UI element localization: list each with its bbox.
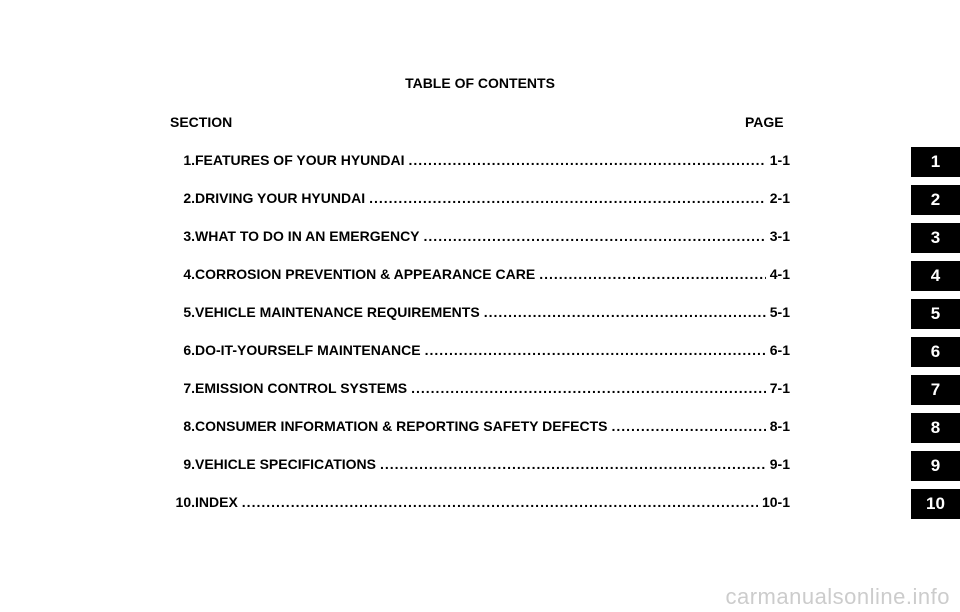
toc-entry-label: CONSUMER INFORMATION & REPORTING SAFETY DEFECTS	[195, 418, 608, 434]
toc-entry-label: FEATURES OF YOUR HYUNDAI	[195, 152, 405, 168]
toc-entry-number: 3.	[183, 228, 195, 244]
toc-entry-label: DRIVING YOUR HYUNDAI	[195, 190, 366, 206]
toc-entry-number: 10.	[175, 494, 195, 510]
dot-leader	[612, 418, 766, 434]
toc-entry-page: 6-1	[769, 342, 790, 358]
section-tab-10[interactable]: 10	[911, 489, 960, 519]
toc-entry-page: 10-1	[761, 494, 790, 510]
toc-entry-7[interactable]	[165, 380, 790, 418]
toc-entry-number: 4.	[183, 266, 195, 282]
toc-entry-6[interactable]	[165, 342, 790, 380]
dot-leader	[369, 190, 766, 206]
toc-entry-5[interactable]	[165, 304, 790, 342]
toc-entry-9[interactable]	[165, 456, 790, 494]
toc-entry-number: 7.	[183, 380, 195, 396]
toc-entry-label: INDEX	[195, 494, 238, 510]
toc-entry-page: 2-1	[769, 190, 790, 206]
section-tab-5[interactable]: 5	[911, 299, 960, 329]
toc-entry-label: CORROSION PREVENTION & APPEARANCE CARE	[195, 266, 536, 282]
toc-entry-page: 7-1	[769, 380, 790, 396]
section-tabs	[911, 147, 960, 527]
toc-entry-2[interactable]	[165, 190, 790, 228]
toc-entry-page: 8-1	[769, 418, 790, 434]
section-tab-8[interactable]: 8	[911, 413, 960, 443]
page-title: TABLE OF CONTENTS	[405, 75, 555, 91]
toc-entry-page: 5-1	[769, 304, 790, 320]
toc-entry-label: WHAT TO DO IN AN EMERGENCY	[195, 228, 420, 244]
toc-entry-number: 8.	[183, 418, 195, 434]
toc-entry-number: 6.	[183, 342, 195, 358]
toc-entry-number: 1.	[183, 152, 195, 168]
dot-leader	[425, 342, 766, 358]
dot-leader	[242, 494, 758, 510]
table-of-contents	[165, 152, 790, 532]
toc-entry-label: DO-IT-YOURSELF MAINTENANCE	[195, 342, 421, 358]
toc-entry-number: 9.	[183, 456, 195, 472]
toc-entry-number: 2.	[183, 190, 195, 206]
dot-leader	[539, 266, 766, 282]
dot-leader	[411, 380, 766, 396]
toc-entry-page: 3-1	[769, 228, 790, 244]
toc-entry-page: 4-1	[769, 266, 790, 282]
toc-entry-label: VEHICLE SPECIFICATIONS	[195, 456, 376, 472]
section-tab-9[interactable]: 9	[911, 451, 960, 481]
dot-leader	[484, 304, 766, 320]
section-tab-6[interactable]: 6	[911, 337, 960, 367]
section-tab-4[interactable]: 4	[911, 261, 960, 291]
section-tab-7[interactable]: 7	[911, 375, 960, 405]
toc-entry-label: VEHICLE MAINTENANCE REQUIREMENTS	[195, 304, 480, 320]
page-column-header: PAGE	[745, 114, 784, 130]
toc-entry-page: 9-1	[769, 456, 790, 472]
toc-entry-1[interactable]	[165, 152, 790, 190]
section-tab-2[interactable]: 2	[911, 185, 960, 215]
toc-entry-8[interactable]	[165, 418, 790, 456]
section-column-header: SECTION	[170, 114, 233, 130]
toc-entry-number: 5.	[183, 304, 195, 320]
toc-entry-label: EMISSION CONTROL SYSTEMS	[195, 380, 408, 396]
toc-entry-10[interactable]	[165, 494, 790, 532]
toc-entry-3[interactable]	[165, 228, 790, 266]
toc-entry-4[interactable]	[165, 266, 790, 304]
dot-leader	[409, 152, 766, 168]
section-tab-1[interactable]: 1	[911, 147, 960, 177]
section-tab-3[interactable]: 3	[911, 223, 960, 253]
watermark: carmanualsonline.info	[725, 584, 950, 609]
toc-entry-page: 1-1	[769, 152, 790, 168]
dot-leader	[380, 456, 766, 472]
dot-leader	[424, 228, 766, 244]
